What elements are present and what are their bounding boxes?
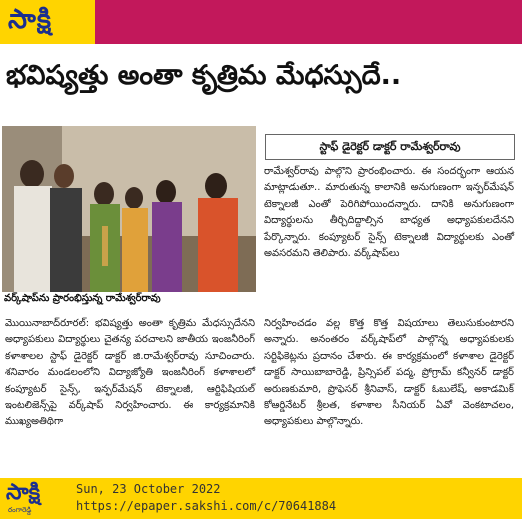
masthead-logo: సాక్షి xyxy=(8,4,52,35)
left-body-text: మొయినాబాద్‌రూరల్: భవిష్యత్తు అంతా కృత్రిమ మేధస్సుదేనని అధ్యాపకులు విద్యార్థులు చైతన్య పరచాలని జాతీయ ఇంజనీరింగ్ కళాశాలల స్టాఫ్ డైరెక్టర్ డాక్టర్ జి.రామేశ్వర్‌రావు సూచించారు. శనివారం మండలంలోని విద్యాజ్యోతి ఇంజనీరింగ్ కళాశాలలో కంప్యూటర్ సైన్స్, ఇన్ఫర్‌మేషన్ టెక్నాలజీ, ఆర్టిఫిషియల్ ఇంటలిజెన్స్‌పై వర్క్‌షాప్ నిర్వహించారు. ఈ కార్యక్రమానికి ముఖ్యఅతిథిగా xyxy=(5,318,255,428)
masthead xyxy=(0,0,522,44)
byline-box: స్టాఫ్ డైరెక్టర్ డాక్టర్ రామేశ్వర్‌రావు xyxy=(265,134,515,160)
photo-caption: వర్క్‌షాప్‌ను ప్రారంభిస్తున్న రామేశ్వర్‌రావు xyxy=(4,293,161,304)
footer-url[interactable]: https://epaper.sakshi.com/c/70641884 xyxy=(76,499,337,513)
footer-date: Sun, 23 October 2022 xyxy=(76,482,221,496)
article-photo xyxy=(2,126,256,292)
footer-place: రంగారెడ్డి xyxy=(8,506,32,514)
masthead-logo-box xyxy=(0,0,95,44)
right-top-text: రామేశ్వర్‌రావు పాల్గొని ప్రారంభించారు. ఈ సందర్భంగా ఆయన మాట్లాడుతూ.. మారుతున్న కాలానికి అనుగుణంగా ఇన్ఫర్‌మేషన్ టెక్నాలజీ ఎంతో పెరిగిపోయిందన్నారు. దానికి అనుగుణంగా విద్యార్థులను తీర్చిదిద్దాల్సిన బాధ్యత అధ్యాపకులదేనని పేర్కొన్నారు. కంప్యూటర్ సైన్స్ టెక్నాలజీ విద్యార్థులకు ఎంతో అవసరమని తెలిపారు. వర్క్‌షాప్‌లు xyxy=(264,166,514,260)
footer-logo: సాక్షి xyxy=(6,480,41,505)
footer xyxy=(0,478,522,519)
photo-illustration xyxy=(2,126,256,292)
headline: భవిష్యత్తు అంతా కృత్రిమ మేధస్సుదే.. xyxy=(6,60,402,91)
right-body-text: నిర్వహించడం వల్ల కొత్త కొత్త విషయాలు తెలుసుకుంటారని అన్నారు. అనంతరం వర్క్‌షాప్‌లో పాల్గొన్న అధ్యాపకులకు సర్టిఫికెట్లను ప్రదానం చేశారు. ఈ కార్యక్రమంలో కళాశాల డైరెక్టర్ డాక్టర్ సాయిబాబారెడ్డి, ప్రిన్సిపల్ పద్మ, ప్రోగ్రామ్ కన్వీనర్ డాక్టర్ అరుణకుమారి, ప్రొఫెసర్ శ్రీనివాస్, డాక్టర్ ఓబులేష్, అకాడమిక్ కోఆర్డినేటర్ శ్రీలత, కళాశాల సీనియర్ ఏవో వెంకటాచలం, అధ్యాపకులు పాల్గొన్నారు. xyxy=(264,318,514,428)
